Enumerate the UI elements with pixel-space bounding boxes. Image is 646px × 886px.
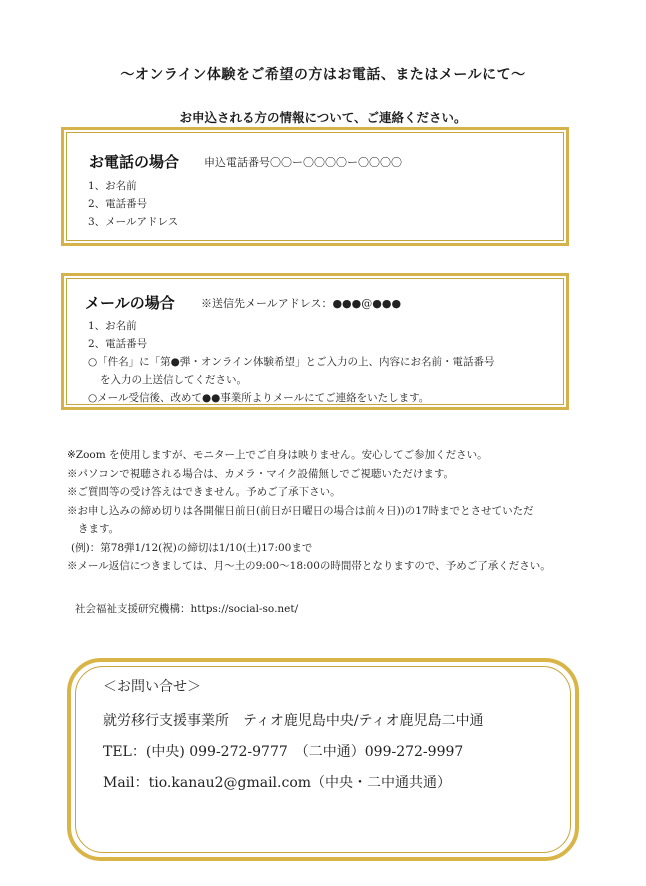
phone-item-name: 1、お名前 [88, 180, 137, 192]
contact-office: 就労移行支援事業所 ティオ鹿児島中央/ティオ鹿児島二中通 [103, 713, 484, 729]
sub-heading: お申込される方の情報について、ご連絡ください。 [179, 110, 467, 125]
main-heading: ～オンライン体験をご希望の方はお電話、またはメールにて～ [120, 67, 526, 83]
contact-heading: ＜お問い合せ＞ [103, 679, 201, 695]
contact-tel: TEL：(中央) 099-272-9777 （二中通）099-272-9997 [103, 744, 464, 760]
mail-application-box [61, 273, 569, 410]
mail-item-subject-cont: を入力の上送信してください。 [100, 374, 247, 386]
mail-item-name: 1、お名前 [88, 320, 137, 332]
contact-box [67, 658, 579, 861]
note-reply-hours: ※メール返信につきましては、月～土の9:00～18:00の時間帯となりますので、予めご了承ください。 [67, 560, 551, 572]
mail-item-reply: ○メール受信後、改めて●●事業所よりメールにてご連絡をいたします。 [88, 392, 430, 404]
phone-number-note: 申込電話番号〇〇ー〇〇〇〇ー〇〇〇〇 [204, 156, 402, 169]
notes-section [67, 446, 627, 576]
phone-box-title: お電話の場合 [89, 153, 180, 171]
note-pc: ※パソコンで視聴される場合は、カメラ・マイク設備無しでご視聴いただけます。 [67, 467, 455, 480]
note-zoom: ※Zoom を使用しますが、モニター上でご自身は映りません。安心してご参加ください。 [67, 449, 488, 461]
phone-application-box [61, 127, 569, 246]
note-deadline-cont: きます。 [78, 523, 120, 535]
mail-address-note: ※送信先メールアドレス：●●●@●●● [201, 297, 402, 310]
note-example: (例)：第78弾1/12(祝)の締切は1/10(土)17:00まで [71, 541, 313, 554]
contact-mail[interactable]: Mail：tio.kanau2@gmail.com（中央・二中通共通） [103, 775, 452, 791]
phone-item-phone: 2、電話番号 [88, 198, 148, 210]
mail-item-phone: 2、電話番号 [88, 338, 148, 350]
note-questions: ※ご質問等の受け答えはできません。予めご了承下さい。 [67, 486, 341, 498]
mail-item-subject: ○「件名」に「第●弾・オンライン体験希望」とご入力の上、内容にお名前・電話番号 [88, 356, 495, 368]
mail-box-title: メールの場合 [85, 294, 175, 312]
note-deadline: ※お申し込みの締め切りは各開催日前日(前日が日曜日の場合は前々日))の17時までとさせていただ [67, 504, 534, 517]
organization-link[interactable]: 社会福祉支援研究機構：https://social-so.net/ [75, 603, 299, 615]
phone-item-email: 3、メールアドレス [88, 216, 179, 228]
